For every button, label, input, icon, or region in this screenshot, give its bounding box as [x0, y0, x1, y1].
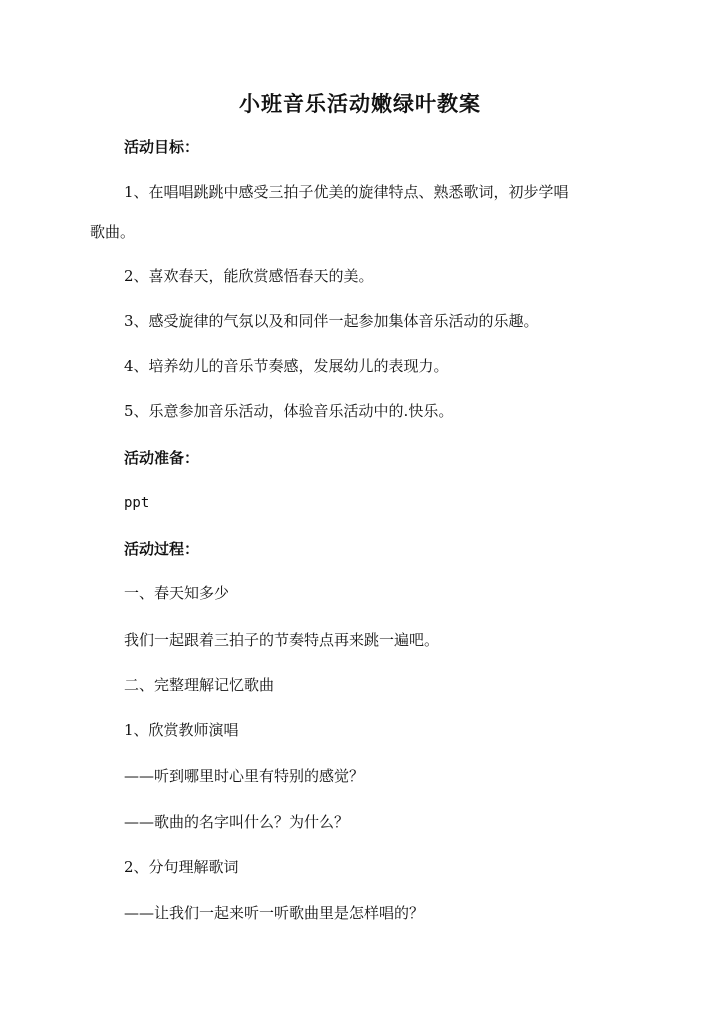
- goal-5: 5、乐意参加音乐活动，体验音乐活动中的.快乐。: [124, 402, 454, 420]
- section-1-heading: 一、春天知多少: [124, 584, 230, 602]
- question-2: ——歌曲的名字叫什么？为什么？: [124, 813, 350, 831]
- goals-heading: 活动目标：: [124, 138, 200, 156]
- prep-item: ppt: [124, 495, 150, 511]
- step-2: 2、分句理解歌词: [124, 858, 239, 876]
- section-1-text: 我们一起跟着三拍子的节奏特点再来跳一遍吧。: [124, 631, 440, 649]
- goal-4: 4、培养幼儿的音乐节奏感，发展幼儿的表现力。: [124, 357, 449, 375]
- goal-3: 3、感受旋律的气氛以及和同伴一起参加集体音乐活动的乐趣。: [124, 312, 539, 330]
- document-title: 小班音乐活动嫩绿叶教案: [239, 92, 481, 116]
- goal-2: 2、喜欢春天，能欣赏感悟春天的美。: [124, 267, 374, 285]
- question-1: ——听到哪里时心里有特别的感觉？: [124, 767, 365, 785]
- goal-1-line-1: 1、在唱唱跳跳中感受三拍子优美的旋律特点、熟悉歌词，初步学唱: [124, 183, 569, 201]
- prep-heading: 活动准备：: [124, 449, 200, 467]
- goal-1-line-2: 歌曲。: [90, 223, 136, 241]
- question-3: ——让我们一起来听一听歌曲里是怎样唱的？: [124, 904, 425, 922]
- section-2-heading: 二、完整理解记忆歌曲: [124, 676, 275, 694]
- step-1: 1、欣赏教师演唱: [124, 721, 239, 739]
- process-heading: 活动过程：: [124, 540, 200, 558]
